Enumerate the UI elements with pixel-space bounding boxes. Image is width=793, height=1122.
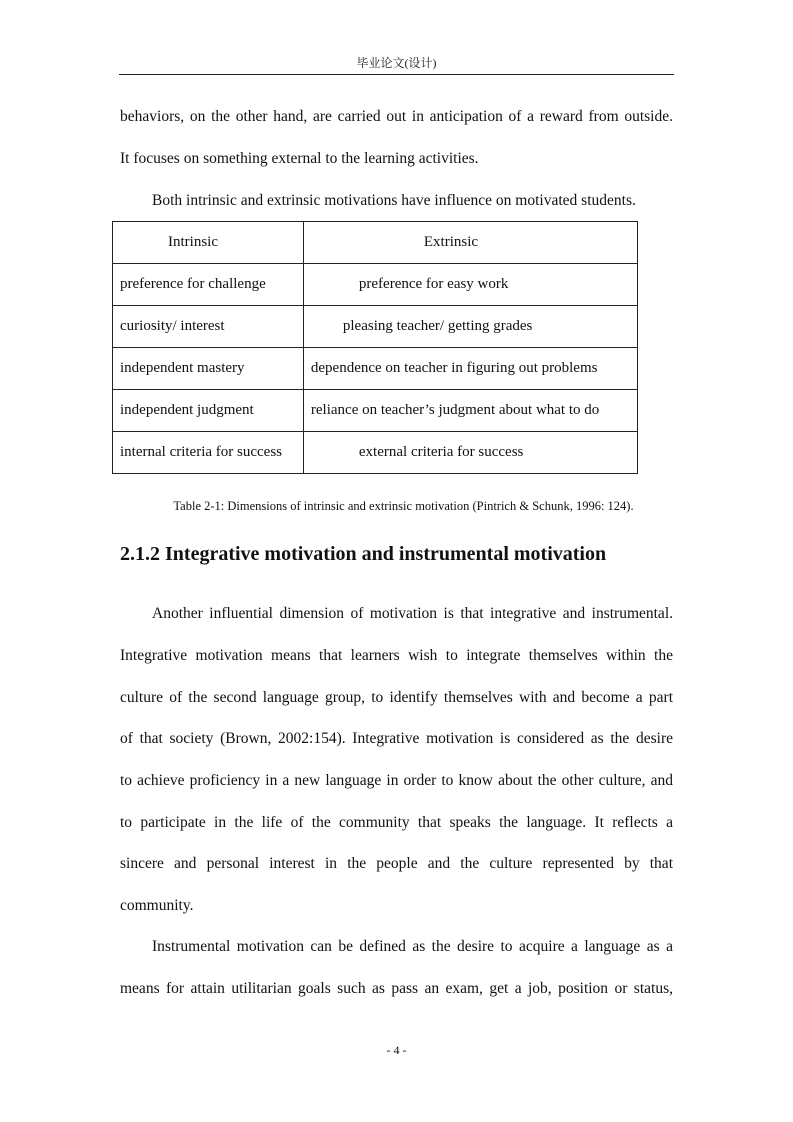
text-line: to participate in the life of the community that speaks the language. It reflects a bbox=[120, 814, 673, 831]
text-line: Both intrinsic and extrinsic motivations have influence on motivated students. bbox=[152, 192, 636, 209]
text-line: Another influential dimension of motivation is that integrative and instrumental. bbox=[152, 605, 673, 622]
table-header-cell: Intrinsic bbox=[113, 222, 304, 264]
table-row bbox=[113, 432, 638, 474]
table-cell: preference for easy work bbox=[303, 264, 637, 306]
table-cell: independent mastery bbox=[113, 348, 304, 390]
table-row bbox=[113, 348, 638, 390]
page-number: - 4 - bbox=[386, 1043, 407, 1057]
text-line: community. bbox=[120, 897, 194, 914]
table-row bbox=[113, 390, 638, 432]
table-cell: dependence on teacher in figuring out problems bbox=[303, 348, 637, 390]
header-divider bbox=[119, 74, 674, 75]
text-line: culture of the second language group, to identify themselves with and become a part bbox=[120, 689, 673, 706]
text-line: behaviors, on the other hand, are carried out in anticipation of a reward from outside. bbox=[120, 108, 673, 125]
table-caption: Table 2-1: Dimensions of intrinsic and extrinsic motivation (Pintrich & Schunk, 1996: 124). bbox=[173, 499, 634, 513]
table-cell: internal criteria for success bbox=[113, 432, 304, 474]
text-line: of that society (Brown, 2002:154). Integrative motivation is considered as the desire bbox=[120, 730, 673, 747]
table-cell: reliance on teacher’s judgment about what to do bbox=[303, 390, 637, 432]
section-heading: 2.1.2 Integrative motivation and instrumental motivation bbox=[120, 543, 607, 565]
table-header-cell: Extrinsic bbox=[303, 222, 637, 264]
text-line: means for attain utilitarian goals such as pass an exam, get a job, position or status, bbox=[120, 980, 673, 997]
header-title: 毕业论文(设计) bbox=[356, 56, 437, 70]
table-row bbox=[113, 264, 638, 306]
table-header-row bbox=[113, 222, 638, 264]
text-line: sincere and personal interest in the people and the culture represented by that bbox=[120, 855, 673, 872]
table-cell: curiosity/ interest bbox=[113, 306, 304, 348]
table-cell: preference for challenge bbox=[113, 264, 304, 306]
text-line: to achieve proficiency in a new language in order to know about the other culture, and bbox=[120, 772, 673, 789]
motivation-dimensions-table bbox=[112, 221, 638, 474]
text-line: Instrumental motivation can be defined as the desire to acquire a language as a bbox=[152, 938, 673, 955]
table-row bbox=[113, 306, 638, 348]
text-line: It focuses on something external to the learning activities. bbox=[120, 150, 479, 167]
table-cell: pleasing teacher/ getting grades bbox=[303, 306, 637, 348]
table-cell: external criteria for success bbox=[303, 432, 637, 474]
table-cell: independent judgment bbox=[113, 390, 304, 432]
text-line: Integrative motivation means that learners wish to integrate themselves within the bbox=[120, 647, 673, 664]
